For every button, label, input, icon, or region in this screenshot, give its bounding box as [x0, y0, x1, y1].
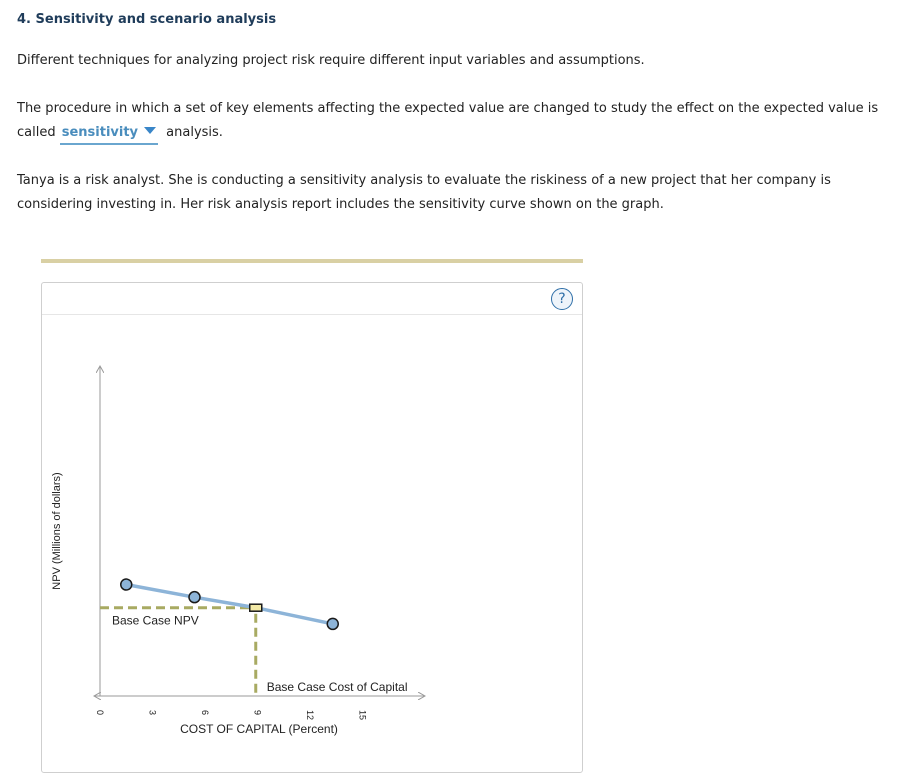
scenario-paragraph: Tanya is a risk analyst. She is conducting a sensitivity analysis to evaluate the riskiness of a new project that her company is considering investing in. Her risk analysis report includes the sensitivity curve shown on the graph.: [17, 173, 831, 212]
base-case-npv-label: Base Case NPV: [112, 613, 199, 628]
x-axis-label: COST OF CAPITAL (Percent): [180, 722, 338, 736]
curve-point[interactable]: [327, 618, 338, 629]
x-tick-label: 3: [147, 710, 158, 716]
curve-point[interactable]: [189, 592, 200, 603]
curve-point[interactable]: [121, 579, 132, 590]
base-case-point[interactable]: [250, 604, 262, 611]
question-paragraph: [17, 97, 887, 145]
x-tick-label: 9: [252, 710, 263, 716]
x-tick-labels: [95, 710, 368, 720]
analysis-type-dropdown[interactable]: [60, 124, 158, 145]
question-text-after: analysis.: [166, 125, 223, 140]
help-icon[interactable]: ?: [551, 288, 573, 310]
section-title: 4. Sensitivity and scenario analysis: [17, 12, 277, 27]
base-case-cost-of-capital-label: Base Case Cost of Capital: [266, 680, 408, 694]
x-tick-label: 12: [305, 710, 315, 721]
chevron-down-icon: [144, 127, 156, 134]
y-axis-label: NPV (Millions of dollars): [51, 472, 63, 590]
question-text-before: The procedure in which a set of key elements affecting the expected value are changed to study the effect on the expected value is called: [17, 101, 879, 140]
graph-panel: [41, 282, 583, 773]
sensitivity-chart: [42, 283, 582, 772]
x-tick-label: 0: [95, 710, 105, 716]
graph-divider-bar: [41, 259, 583, 263]
dropdown-selected-value: sensitivity: [61, 125, 139, 140]
intro-paragraph: Different techniques for analyzing project risk require different input variables and assumptions.: [17, 53, 645, 68]
x-tick-label: 6: [200, 710, 210, 716]
x-tick-label: 15: [357, 710, 368, 721]
